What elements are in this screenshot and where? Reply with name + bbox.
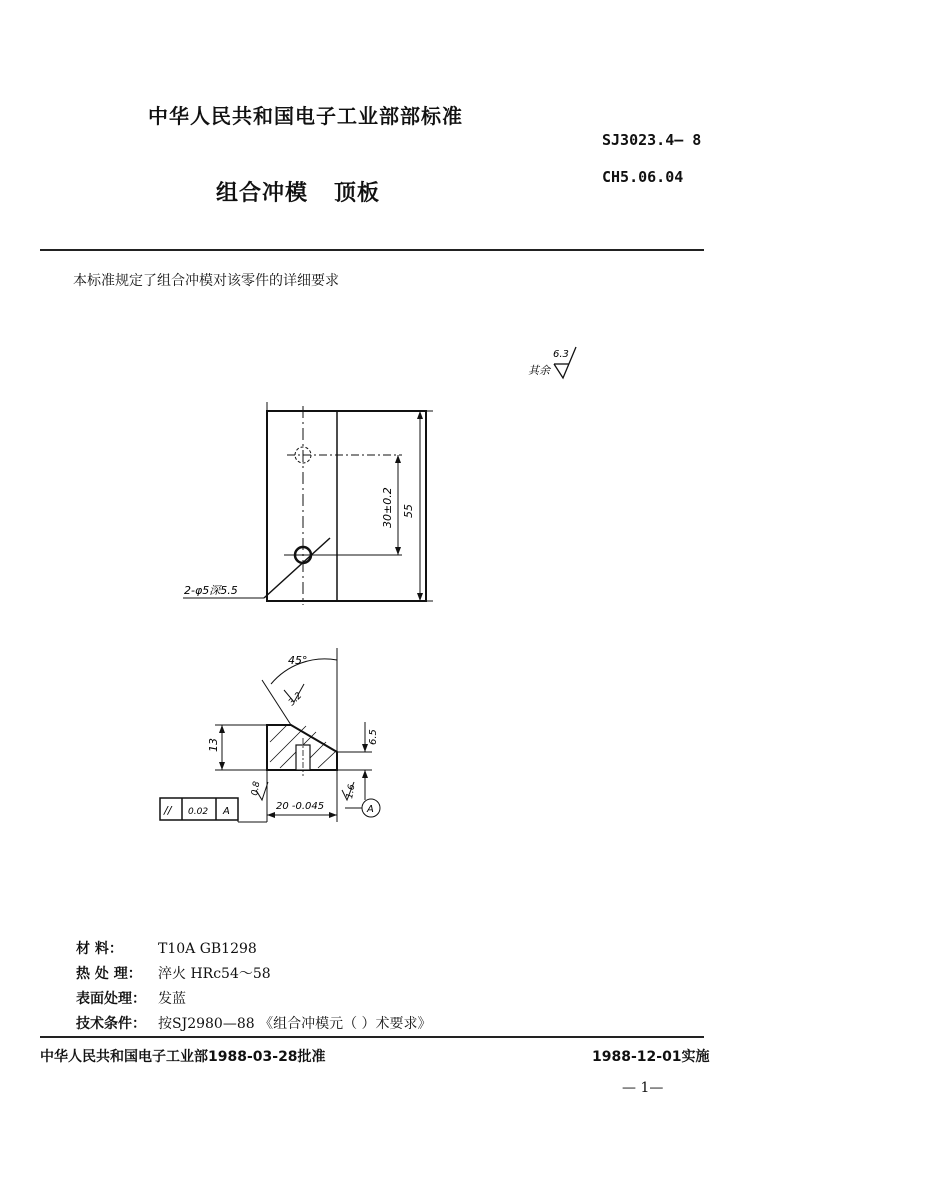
datum-circle-label: A	[367, 804, 374, 815]
tolerance-symbol: //	[164, 804, 172, 817]
roughness-right: 1.6	[345, 783, 358, 800]
dim-hole-position: 30±0.2	[381, 487, 394, 528]
spec-material: 材 料： T10A GB1298	[76, 941, 257, 957]
roughness-left: 0.8	[250, 780, 263, 797]
spec-heat-treatment: 热 处 理： 淬火 HRc54～58	[76, 966, 271, 982]
roughness-other-label: 其余	[528, 364, 550, 377]
dim-width: 20 -0.045	[276, 801, 325, 812]
tolerance-value: 0.02	[188, 807, 209, 817]
roughness-other-symbol	[528, 347, 576, 378]
section-view	[160, 648, 380, 822]
catalog-number: CH5.06.04	[602, 168, 684, 186]
intro-text: 本标准规定了组合冲模对该零件的详细要求	[73, 273, 339, 289]
hole-note: 2-φ5深5.5	[184, 584, 238, 597]
footer-rule	[40, 1036, 704, 1038]
tolerance-datum: A	[223, 806, 230, 817]
org-title: 中华人民共和国电子工业部部标准	[148, 104, 463, 128]
roughness-other-value: 6.3	[553, 349, 569, 360]
roughness-chamfer: 3.2	[287, 690, 305, 709]
standard-number: SJ3023.4— 8	[602, 131, 702, 149]
page-number: — 1—	[622, 1080, 664, 1096]
part-title: 组合冲模 顶板	[216, 181, 380, 206]
dim-step: 6.5	[368, 729, 379, 745]
approval-date: 中华人民共和国电子工业部1988-03-28批准	[40, 1049, 326, 1065]
spec-surface-treatment: 表面处理： 发蓝	[76, 991, 186, 1007]
tolerance-frame	[160, 798, 267, 822]
dim-height: 55	[402, 504, 415, 518]
top-view	[183, 402, 433, 605]
effective-date: 1988-12-01实施	[592, 1049, 710, 1065]
dim-thickness: 13	[207, 738, 220, 752]
spec-technical-conditions: 技术条件： 按SJ2980—88 《组合冲模元（ ）术要求》	[76, 1016, 432, 1032]
angle-label: 45°	[288, 654, 308, 667]
